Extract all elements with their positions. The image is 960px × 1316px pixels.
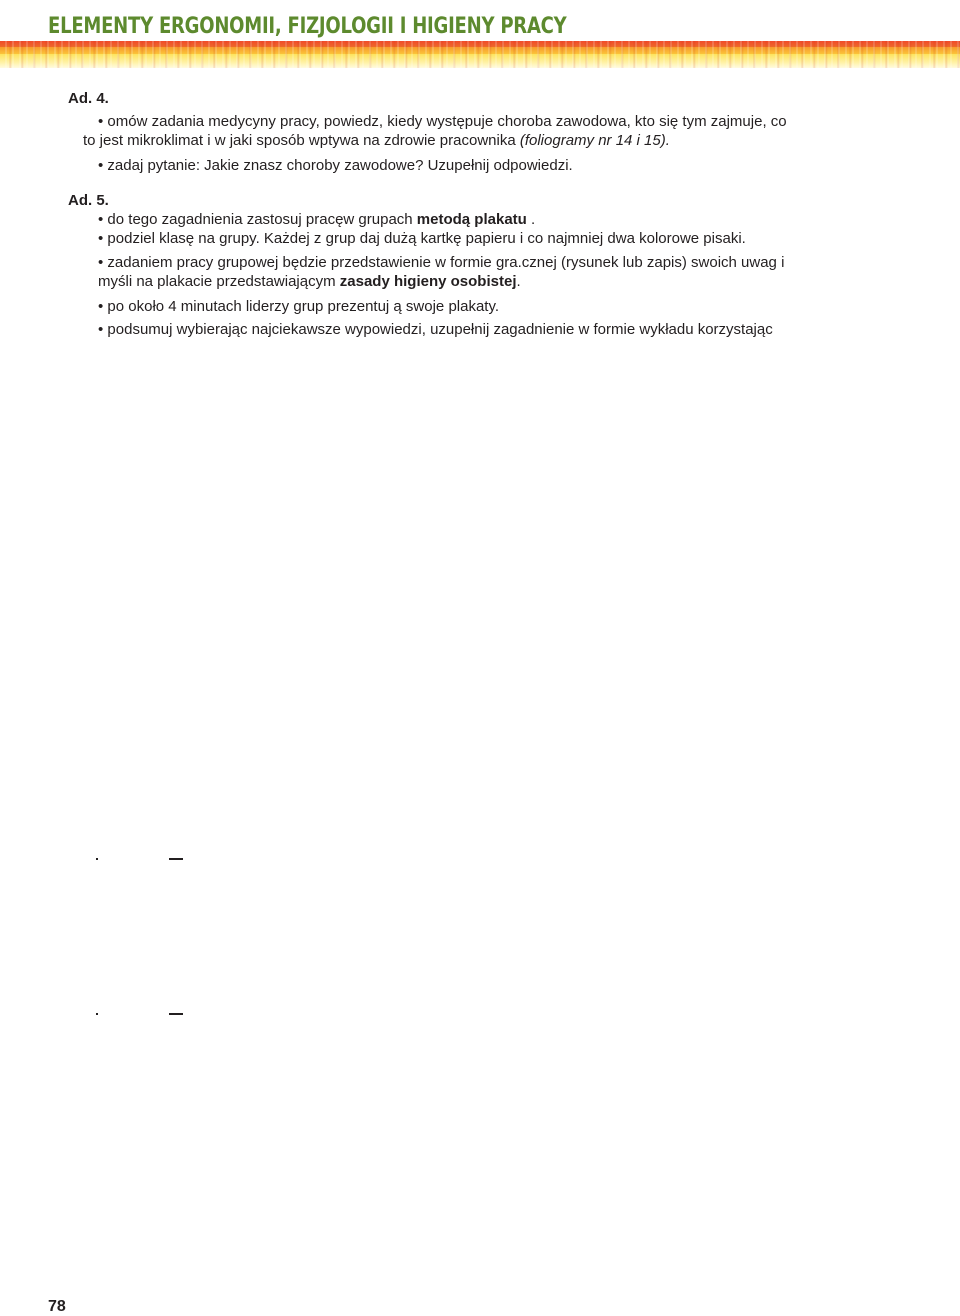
running-header-title: ELEMENTY ERGONOMII, FIZJOLOGII I HIGIENY PRACY [48, 14, 567, 39]
section-5-item-3-line-2 [98, 273, 521, 291]
stray-dash-mark [169, 1013, 183, 1015]
decorative-header-band [0, 41, 960, 68]
section-5-item-1-text: • do tego zagadnienia zastosuj pracęw grupach [98, 211, 417, 228]
section-4-item-1-line-2-text: to jest mikroklimat i w jaki sposób wptywa na zdrowie pracownika [83, 132, 520, 149]
section-5-item-5: • podsumuj wybierając najciekawsze wypowiedzi, uzupełnij zagadnienie w formie wykładu korzystając [98, 321, 773, 338]
page-number: 78 [48, 1298, 66, 1315]
section-5-item-1 [98, 211, 535, 229]
section-5-item-4: • po około 4 minutach liderzy grup prezentuj ą swoje plakaty. [98, 298, 500, 315]
method-name: metodą plakatu [416, 211, 527, 228]
section-4-item-1-line-1: • omów zadania medycyny pracy, powiedz, kiedy występuje choroba zawodowa, kto się tym zajmuje, co [98, 113, 787, 130]
section-4-item-2: • zadaj pytanie: Jakie znasz choroby zawodowe? Uzupełnij odpowiedzi. [98, 157, 573, 174]
stray-dot-mark [96, 858, 98, 860]
band-texture [0, 41, 960, 68]
section-5-item-3-line-2-text: myśli na plakacie przedstawiającym [98, 273, 340, 290]
section-5-item-3-line-1: • zadaniem pracy grupowej będzie przedstawienie w formie gra.cznej (rysunek lub zapis) swoich uwag i [98, 254, 785, 271]
foliogram-reference: (foliogramy nr 14 i 15). [519, 132, 670, 149]
section-4-heading: Ad. 4. [68, 90, 109, 107]
section-4-item-1-line-2 [83, 132, 670, 150]
section-5-heading: Ad. 5. [68, 192, 109, 209]
section-5-item-2: • podziel klasę na grupy. Każdej z grup daj dużą kartkę papieru i co najmniej dwa kolorowe pisaki. [98, 230, 746, 247]
section-5-item-1-end: . [526, 211, 536, 228]
hygiene-topic: zasady higieny osobistej [339, 273, 517, 290]
stray-dot-mark [96, 1013, 98, 1015]
section-5-item-3-line-2-end: . [516, 273, 521, 290]
stray-dash-mark [169, 858, 183, 860]
